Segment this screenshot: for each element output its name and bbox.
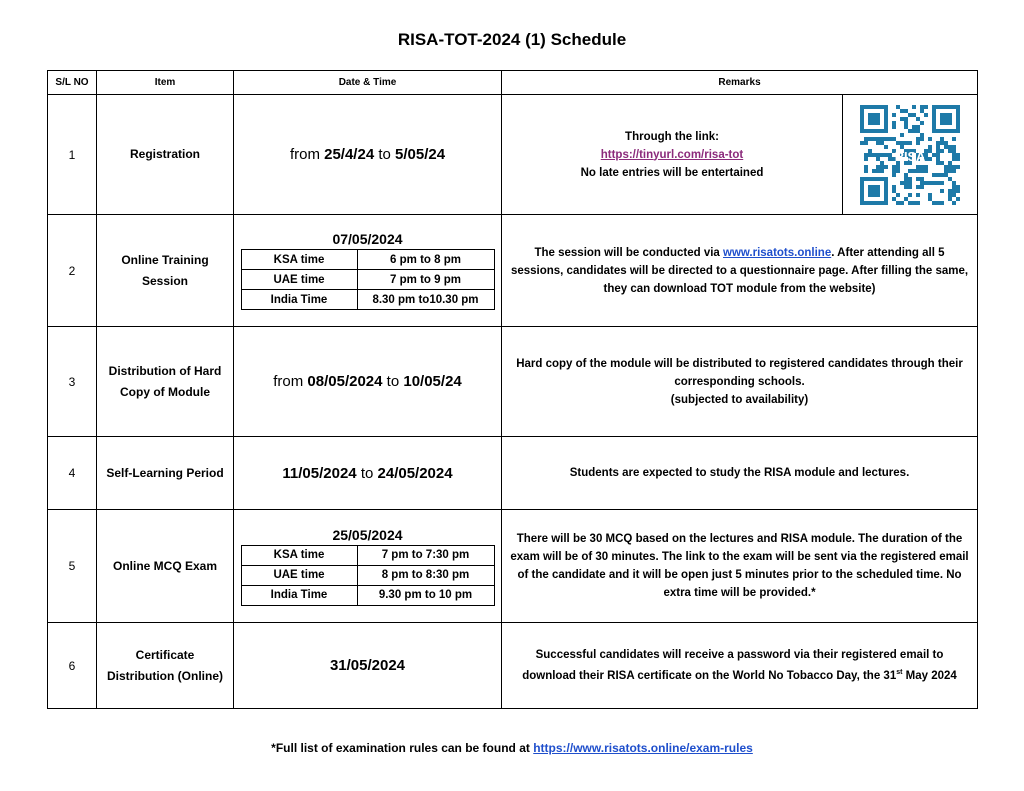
remarks-text: . After attending all 5 sessions, candidates will be directed to a questionnaire page. After filling the same, they can download TOT module from the website) bbox=[510, 246, 969, 295]
remarks-superscript: st bbox=[896, 669, 903, 677]
remarks-line: No late entries will be entertained bbox=[580, 166, 764, 179]
time-label: UAE time bbox=[241, 565, 357, 585]
row-number: 5 bbox=[48, 510, 97, 623]
time-label: India Time bbox=[241, 290, 357, 310]
qr-code-icon[interactable] bbox=[860, 105, 960, 205]
row-remarks: There will be 30 MCQ based on the lectures and RISA module. The duration of the exam will be of 30 minutes. The link to the exam will be sent via the registered email of the candidate and it will be open just 5 minutes prior to the scheduled time. No extra time will be provided.* bbox=[502, 510, 978, 623]
header-date-time: Date & Time bbox=[234, 71, 502, 95]
registration-link[interactable]: https://tinyurl.com/risa-tot bbox=[600, 148, 744, 161]
remarks-text: Successful candidates will receive a password via their registered email to download their RISA certificate on the World No Tobacco Day, the 31 bbox=[522, 649, 944, 682]
date-from: 11/05/2024 bbox=[282, 464, 357, 482]
remarks-line: Through the link: bbox=[625, 130, 719, 143]
row-item: Self-Learning Period bbox=[97, 437, 234, 510]
date-prefix: from bbox=[273, 373, 308, 390]
time-table bbox=[241, 249, 495, 310]
date-from: 25/4/24 bbox=[324, 146, 375, 163]
row-item: Online MCQ Exam bbox=[97, 510, 234, 623]
remarks-note: (subjected to availability) bbox=[670, 393, 809, 406]
row-item: Online Training Session bbox=[97, 215, 234, 327]
svg-text:RISA: RISA bbox=[894, 148, 926, 164]
date-heading: 25/05/2024 bbox=[332, 526, 403, 543]
table-row bbox=[48, 95, 978, 215]
exam-rules-link[interactable]: https://www.risatots.online/exam-rules bbox=[533, 741, 753, 755]
time-value: 8.30 pm to10.30 pm bbox=[357, 290, 494, 310]
table-row bbox=[48, 623, 978, 709]
qr-cell bbox=[843, 95, 978, 215]
row-remarks bbox=[502, 327, 978, 437]
time-value: 7 pm to 7:30 pm bbox=[357, 545, 494, 565]
row-date bbox=[234, 510, 502, 623]
footer-note bbox=[0, 741, 1024, 755]
time-label: KSA time bbox=[241, 250, 357, 270]
date-mid: to bbox=[356, 464, 378, 482]
row-item: Distribution of Hard Copy of Module bbox=[97, 327, 234, 437]
footer-text: *Full list of examination rules can be found at bbox=[271, 741, 534, 755]
row-number: 4 bbox=[48, 437, 97, 510]
row-number: 3 bbox=[48, 327, 97, 437]
time-value: 8 pm to 8:30 pm bbox=[357, 565, 494, 585]
date-heading: 07/05/2024 bbox=[332, 231, 403, 247]
table-row bbox=[48, 327, 978, 437]
row-date bbox=[234, 437, 502, 510]
row-remarks: Students are expected to study the RISA module and lectures. bbox=[502, 437, 978, 510]
header-remarks: Remarks bbox=[502, 71, 978, 95]
table-row bbox=[48, 215, 978, 327]
time-label: UAE time bbox=[241, 270, 357, 290]
remarks-text: The session will be conducted via bbox=[534, 246, 724, 259]
time-value: 9.30 pm to 10 pm bbox=[357, 585, 494, 605]
header-sl-no: S/L NO bbox=[48, 71, 97, 95]
row-item: Registration bbox=[97, 95, 234, 215]
row-remarks bbox=[502, 215, 978, 327]
date-from: 08/05/2024 bbox=[307, 373, 383, 390]
row-date bbox=[234, 95, 502, 215]
date-to: 24/05/2024 bbox=[377, 464, 453, 482]
table-row bbox=[48, 437, 978, 510]
date-prefix: from bbox=[289, 146, 325, 163]
time-label: KSA time bbox=[241, 545, 357, 565]
header-item: Item bbox=[97, 71, 234, 95]
row-remarks bbox=[502, 95, 843, 215]
row-number: 6 bbox=[48, 623, 97, 709]
remarks-text: Hard copy of the module will be distributed to registered candidates through their corresponding schools. bbox=[516, 357, 963, 388]
time-value: 7 pm to 9 pm bbox=[357, 270, 494, 290]
time-label: India Time bbox=[241, 585, 357, 605]
page-title: RISA-TOT-2024 (1) Schedule bbox=[397, 30, 627, 49]
date-to: 10/05/24 bbox=[403, 373, 462, 390]
time-value: 6 pm to 8 pm bbox=[357, 250, 494, 270]
schedule-table bbox=[47, 70, 978, 709]
row-date: 31/05/2024 bbox=[234, 623, 502, 709]
row-number: 2 bbox=[48, 215, 97, 327]
row-date bbox=[234, 215, 502, 327]
row-date bbox=[234, 327, 502, 437]
remarks-text: May 2024 bbox=[902, 669, 957, 682]
row-number: 1 bbox=[48, 95, 97, 215]
website-link[interactable]: www.risatots.online bbox=[723, 246, 832, 259]
row-remarks bbox=[502, 623, 978, 709]
table-row bbox=[48, 510, 978, 623]
time-table bbox=[241, 545, 495, 606]
date-to: 5/05/24 bbox=[395, 146, 446, 163]
date-mid: to bbox=[374, 146, 396, 163]
table-header-row bbox=[48, 71, 978, 95]
row-item: Certificate Distribution (Online) bbox=[97, 623, 234, 709]
date-mid: to bbox=[382, 373, 404, 390]
